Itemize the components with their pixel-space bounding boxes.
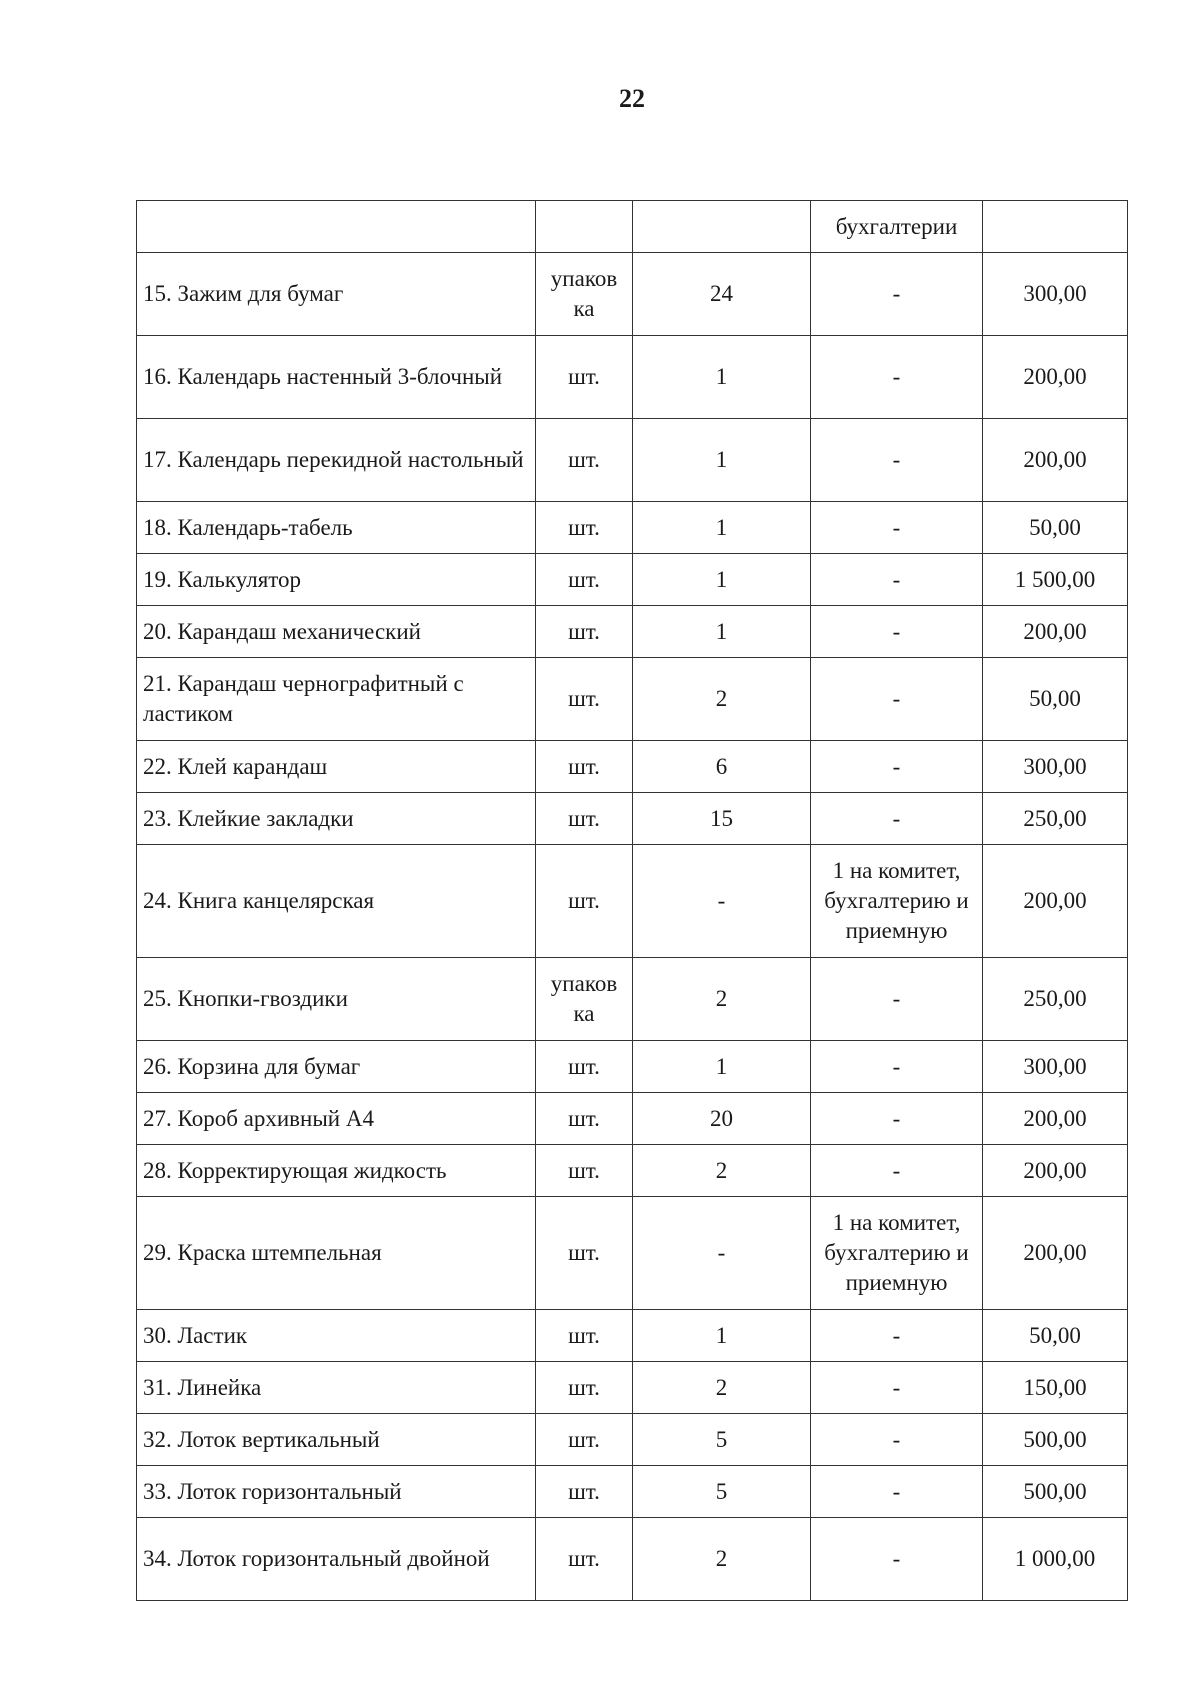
item-name-cell: 17. Календарь перекидной настольный bbox=[137, 419, 536, 502]
price-cell: 500,00 bbox=[983, 1414, 1128, 1466]
table-row bbox=[137, 1093, 1128, 1145]
unit-cell: шт. bbox=[536, 502, 633, 554]
item-name-cell: 28. Корректирующая жидкость bbox=[137, 1145, 536, 1197]
item-name-cell: 20. Карандаш механический bbox=[137, 606, 536, 658]
price-cell: 200,00 bbox=[983, 1145, 1128, 1197]
quantity-cell: 2 bbox=[633, 1145, 811, 1197]
page-number: 22 bbox=[619, 84, 645, 113]
quantity-cell: 1 bbox=[633, 502, 811, 554]
item-name-cell: 29. Краска штемпельная bbox=[137, 1197, 536, 1310]
unit-cell: шт. bbox=[536, 1093, 633, 1145]
table-row bbox=[137, 845, 1128, 958]
price-cell: 200,00 bbox=[983, 336, 1128, 419]
price-cell: 500,00 bbox=[983, 1466, 1128, 1518]
quantity-cell: 1 bbox=[633, 1310, 811, 1362]
quantity-cell: 1 bbox=[633, 554, 811, 606]
table-row bbox=[137, 1414, 1128, 1466]
item-name-cell bbox=[137, 201, 536, 253]
item-name-cell: 27. Короб архивный А4 bbox=[137, 1093, 536, 1145]
price-cell: 50,00 bbox=[983, 502, 1128, 554]
price-cell: 250,00 bbox=[983, 793, 1128, 845]
item-name-cell: 18. Календарь-табель bbox=[137, 502, 536, 554]
quantity-cell: 1 bbox=[633, 336, 811, 419]
unit-cell: шт. bbox=[536, 336, 633, 419]
note-cell: - bbox=[811, 1518, 983, 1601]
table-row bbox=[137, 502, 1128, 554]
table-row bbox=[137, 253, 1128, 336]
unit-cell: шт. bbox=[536, 1041, 633, 1093]
note-cell: 1 на комитет, бухгалтерию и приемную bbox=[811, 845, 983, 958]
item-name-cell: 26. Корзина для бумаг bbox=[137, 1041, 536, 1093]
table-row bbox=[137, 606, 1128, 658]
unit-cell: шт. bbox=[536, 1310, 633, 1362]
note-cell: - bbox=[811, 1041, 983, 1093]
price-cell: 300,00 bbox=[983, 253, 1128, 336]
item-name-cell: 21. Карандаш чернографитный с ластиком bbox=[137, 658, 536, 741]
unit-cell bbox=[536, 201, 633, 253]
item-name-cell: 23. Клейкие закладки bbox=[137, 793, 536, 845]
item-name-cell: 24. Книга канцелярская bbox=[137, 845, 536, 958]
unit-cell: шт. bbox=[536, 845, 633, 958]
quantity-cell: 5 bbox=[633, 1466, 811, 1518]
note-cell: - bbox=[811, 741, 983, 793]
quantity-cell bbox=[633, 201, 811, 253]
quantity-cell: - bbox=[633, 845, 811, 958]
item-name-cell: 25. Кнопки-гвоздики bbox=[137, 958, 536, 1041]
quantity-cell: 20 bbox=[633, 1093, 811, 1145]
quantity-cell: 1 bbox=[633, 606, 811, 658]
quantity-cell: 2 bbox=[633, 958, 811, 1041]
table-row bbox=[137, 1518, 1128, 1601]
table-row bbox=[137, 1310, 1128, 1362]
quantity-cell: - bbox=[633, 1197, 811, 1310]
item-name-cell: 34. Лоток горизонтальный двойной bbox=[137, 1518, 536, 1601]
price-cell: 200,00 bbox=[983, 1093, 1128, 1145]
quantity-cell: 1 bbox=[633, 419, 811, 502]
price-cell bbox=[983, 201, 1128, 253]
unit-cell: шт. bbox=[536, 1518, 633, 1601]
note-cell: - bbox=[811, 1362, 983, 1414]
quantity-cell: 2 bbox=[633, 658, 811, 741]
item-name-cell: 15. Зажим для бумаг bbox=[137, 253, 536, 336]
quantity-cell: 6 bbox=[633, 741, 811, 793]
note-cell: 1 на комитет, бухгалтерию и приемную bbox=[811, 1197, 983, 1310]
table-row bbox=[137, 336, 1128, 419]
unit-cell: шт. bbox=[536, 658, 633, 741]
table-row bbox=[137, 1197, 1128, 1310]
quantity-cell: 15 bbox=[633, 793, 811, 845]
price-cell: 200,00 bbox=[983, 1197, 1128, 1310]
price-cell: 50,00 bbox=[983, 1310, 1128, 1362]
unit-cell: шт. bbox=[536, 1145, 633, 1197]
note-cell: - bbox=[811, 1145, 983, 1197]
unit-cell: шт. bbox=[536, 1414, 633, 1466]
unit-cell: шт. bbox=[536, 1362, 633, 1414]
note-cell: - bbox=[811, 502, 983, 554]
unit-cell: шт. bbox=[536, 419, 633, 502]
price-cell: 200,00 bbox=[983, 606, 1128, 658]
table-row bbox=[137, 741, 1128, 793]
note-cell: - bbox=[811, 1310, 983, 1362]
table-row bbox=[137, 1362, 1128, 1414]
price-cell: 250,00 bbox=[983, 958, 1128, 1041]
price-cell: 300,00 bbox=[983, 1041, 1128, 1093]
table-row bbox=[137, 1466, 1128, 1518]
table-row bbox=[137, 1145, 1128, 1197]
note-cell: - bbox=[811, 958, 983, 1041]
quantity-cell: 2 bbox=[633, 1518, 811, 1601]
price-cell: 150,00 bbox=[983, 1362, 1128, 1414]
note-cell: - bbox=[811, 1414, 983, 1466]
quantity-cell: 5 bbox=[633, 1414, 811, 1466]
note-cell: бухгалтерии bbox=[811, 201, 983, 253]
unit-cell: шт. bbox=[536, 1466, 633, 1518]
item-name-cell: 16. Календарь настенный 3-блочный bbox=[137, 336, 536, 419]
price-cell: 200,00 bbox=[983, 419, 1128, 502]
unit-cell: шт. bbox=[536, 741, 633, 793]
unit-cell: шт. bbox=[536, 606, 633, 658]
note-cell: - bbox=[811, 658, 983, 741]
unit-cell: шт. bbox=[536, 554, 633, 606]
note-cell: - bbox=[811, 606, 983, 658]
unit-cell: шт. bbox=[536, 1197, 633, 1310]
price-cell: 200,00 bbox=[983, 845, 1128, 958]
note-cell: - bbox=[811, 1093, 983, 1145]
table-row bbox=[137, 658, 1128, 741]
quantity-cell: 2 bbox=[633, 1362, 811, 1414]
quantity-cell: 1 bbox=[633, 1041, 811, 1093]
table-row bbox=[137, 1041, 1128, 1093]
supplies-table bbox=[136, 200, 1128, 1601]
note-cell: - bbox=[811, 554, 983, 606]
table-row-continuation bbox=[137, 201, 1128, 253]
note-cell: - bbox=[811, 793, 983, 845]
item-name-cell: 19. Калькулятор bbox=[137, 554, 536, 606]
quantity-cell: 24 bbox=[633, 253, 811, 336]
table-row bbox=[137, 958, 1128, 1041]
note-cell: - bbox=[811, 253, 983, 336]
note-cell: - bbox=[811, 1466, 983, 1518]
unit-cell: упаков ка bbox=[536, 253, 633, 336]
item-name-cell: 31. Линейка bbox=[137, 1362, 536, 1414]
price-cell: 1 000,00 bbox=[983, 1518, 1128, 1601]
item-name-cell: 33. Лоток горизонтальный bbox=[137, 1466, 536, 1518]
price-cell: 50,00 bbox=[983, 658, 1128, 741]
item-name-cell: 22. Клей карандаш bbox=[137, 741, 536, 793]
item-name-cell: 32. Лоток вертикальный bbox=[137, 1414, 536, 1466]
unit-cell: шт. bbox=[536, 793, 633, 845]
table-row bbox=[137, 554, 1128, 606]
item-name-cell: 30. Ластик bbox=[137, 1310, 536, 1362]
table-row bbox=[137, 419, 1128, 502]
note-cell: - bbox=[811, 336, 983, 419]
price-cell: 1 500,00 bbox=[983, 554, 1128, 606]
table-row bbox=[137, 793, 1128, 845]
unit-cell: упаков ка bbox=[536, 958, 633, 1041]
note-cell: - bbox=[811, 419, 983, 502]
price-cell: 300,00 bbox=[983, 741, 1128, 793]
